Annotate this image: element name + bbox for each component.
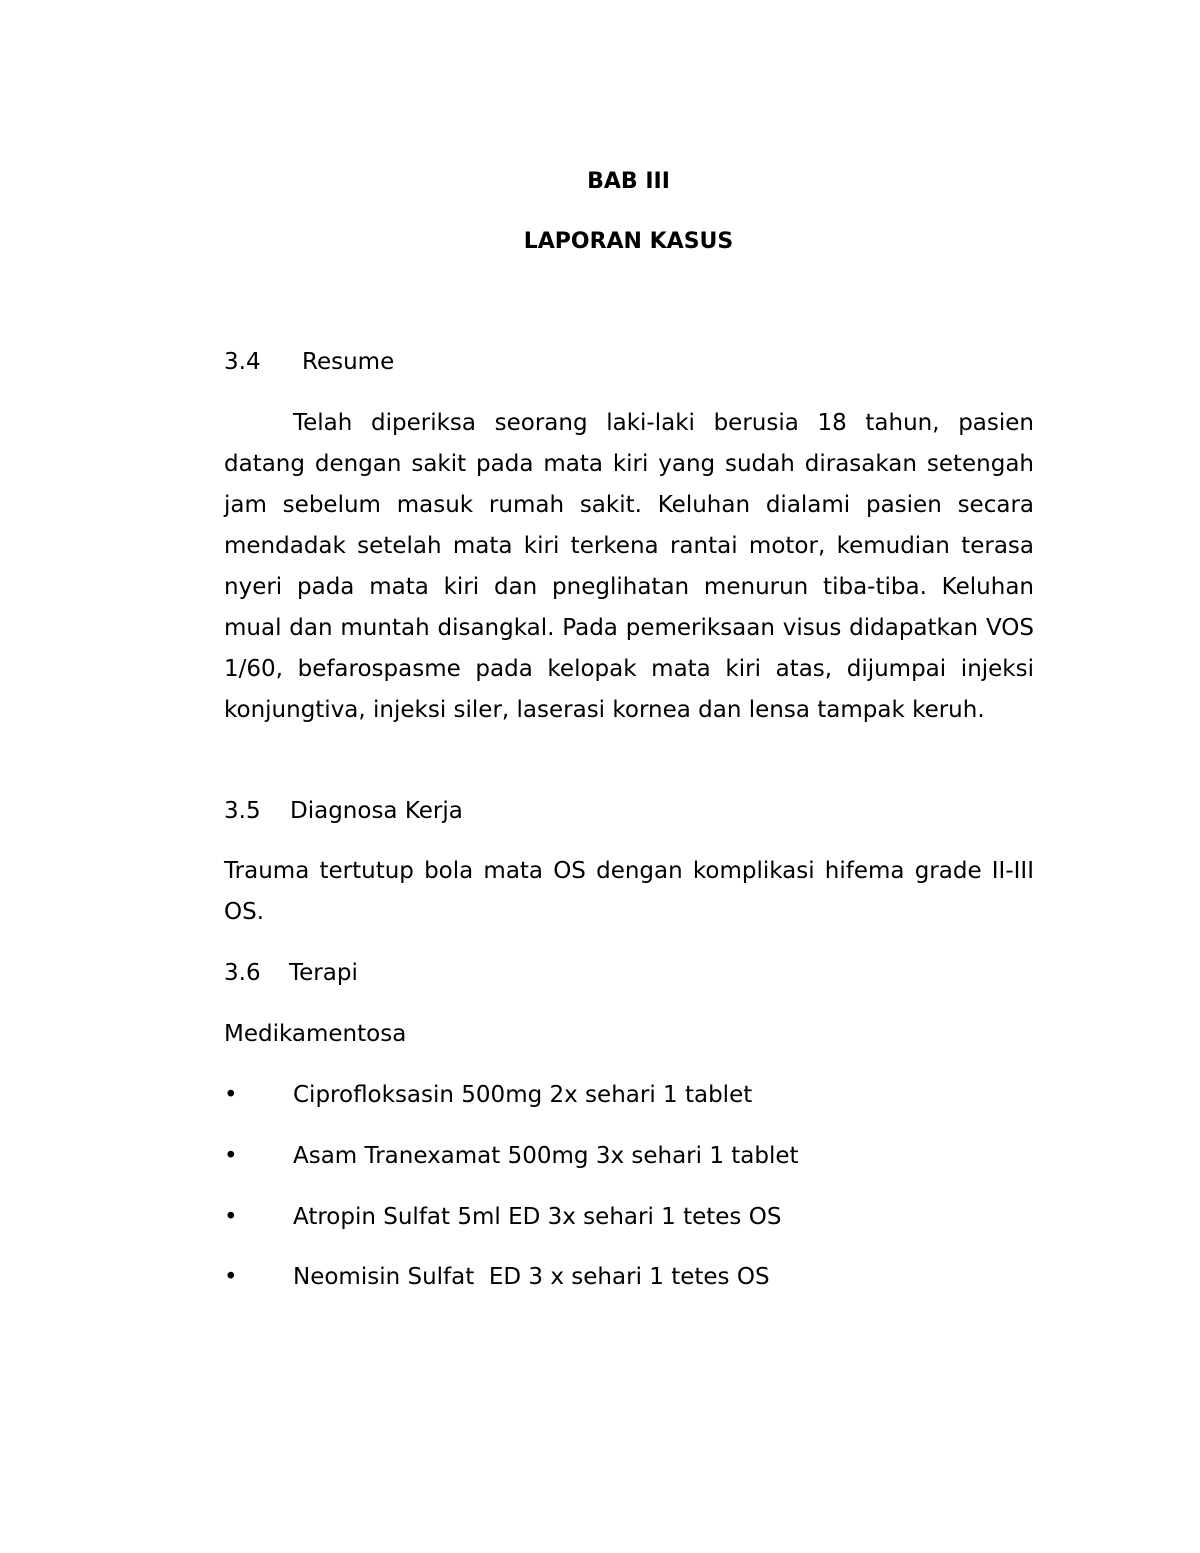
list-item-text: Ciprofloksasin 500mg 2x sehari 1 tablet <box>293 1082 753 1108</box>
section-heading-terapi <box>224 959 358 987</box>
diagnosa-paragraph: Trauma tertutup bola mata OS dengan komplikasi hifema grade II-III OS. <box>224 858 1034 925</box>
bullet-icon: • <box>224 1204 238 1230</box>
list-item-text: Neomisin Sulfat ED 3 x sehari 1 tetes OS <box>293 1264 770 1290</box>
bullet-icon: • <box>224 1264 238 1290</box>
section-title: Terapi <box>289 960 358 986</box>
bullet-icon: • <box>224 1082 238 1108</box>
section-number: 3.6 <box>224 960 261 986</box>
section-heading-resume <box>224 348 395 376</box>
chapter-title: LAPORAN KASUS <box>523 229 734 254</box>
subheading-medikamentosa: Medikamentosa <box>224 1021 407 1047</box>
section-title: Resume <box>302 349 395 375</box>
section-title: Diagnosa Kerja <box>290 798 463 824</box>
list-item-text: Atropin Sulfat 5ml ED 3x sehari 1 tetes OS <box>293 1204 782 1230</box>
section-number: 3.5 <box>224 798 261 824</box>
bullet-icon: • <box>224 1143 238 1169</box>
chapter-number: BAB III <box>587 169 670 194</box>
section-number: 3.4 <box>224 349 261 375</box>
section-heading-diagnosa <box>224 797 463 825</box>
resume-paragraph: Telah diperiksa seorang laki-laki berusia 18 tahun, pasien datang dengan sakit pada mata kiri yang sudah dirasakan setengah jam sebelum masuk rumah sakit. Keluhan dialami pasien secara mendadak setelah mata kiri terkena rantai motor, kemudian terasa nyeri pada mata kiri dan pneglihatan menurun tiba-tiba. Keluhan mual dan muntah disangkal. Pada pemeriksaan visus didapatkan VOS 1/60, befarospasme pada kelopak mata kiri atas, dijumpai injeksi konjungtiva, injeksi siler, laserasi kornea dan lensa tampak keruh. <box>224 410 1034 723</box>
list-item-text: Asam Tranexamat 500mg 3x sehari 1 tablet <box>293 1143 799 1169</box>
